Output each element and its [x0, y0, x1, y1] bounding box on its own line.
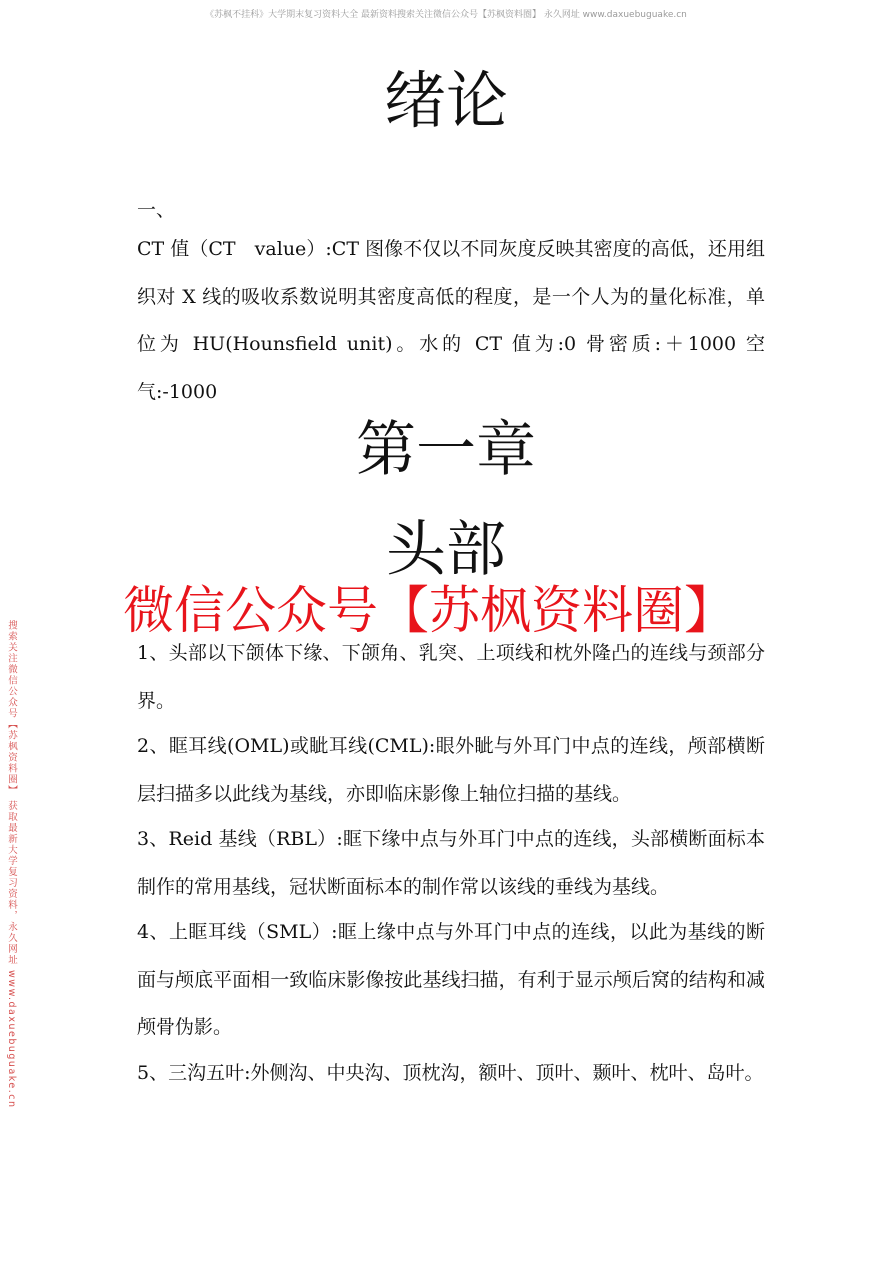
list-item: 2、眶耳线(OML)或眦耳线(CML):眼外眦与外耳门中点的连线，颅部横断层扫描多以此线为基线，亦即临床影像上轴位扫描的基线。	[137, 735, 765, 805]
chapter-subtitle: 头部	[386, 515, 506, 585]
list-item: 4、上眶耳线（SML）:眶上缘中点与外耳门中点的连线，以此为基线的断面与颅底平面相一致临床影像按此基线扫描，有利于显示颅后窝的结构和减颅骨伪影。	[137, 921, 765, 1038]
ct-value-paragraph: CT 值（CT value）:CT 图像不仅以不同灰度反映其密度的高低，还用组织对 X 线的吸收系数说明其密度高低的程度，是一个人为的量化标准，单位为 HU(Hounsfield unit)。水的 CT 值为:0 骨密质:＋1000 空气:-1000	[137, 238, 765, 403]
page-header-banner: 《苏枫不挂科》大学期末复习资料大全 最新资料搜索关注微信公众号【苏枫资料圈】 永久网址 www.daxuebuguake.cn	[205, 10, 687, 20]
intro-title: 绪论	[383, 64, 508, 137]
section-marker: 一、	[137, 199, 176, 221]
list-item: 5、三沟五叶:外侧沟、中央沟、顶枕沟，额叶、顶叶、颞叶、枕叶、岛叶。	[137, 1062, 764, 1084]
chapter-title: 第一章	[356, 415, 536, 485]
list-item: 1、头部以下颌体下缘、下颌角、乳突、上项线和枕外隆凸的连线与颈部分界。	[137, 642, 765, 712]
side-watermark-text: 搜索关注微信公众号【苏枫资料圈】 获取最新大学复习资料，永久网址 www.daxuebuguake.cn	[6, 620, 17, 1109]
list-item: 3、Reid 基线（RBL）:眶下缘中点与外耳门中点的连线，头部横断面标本制作的常用基线，冠状断面标本的制作常以该线的垂线为基线。	[137, 828, 765, 898]
wechat-watermark: 微信公众号【苏枫资料圈】	[122, 582, 735, 641]
